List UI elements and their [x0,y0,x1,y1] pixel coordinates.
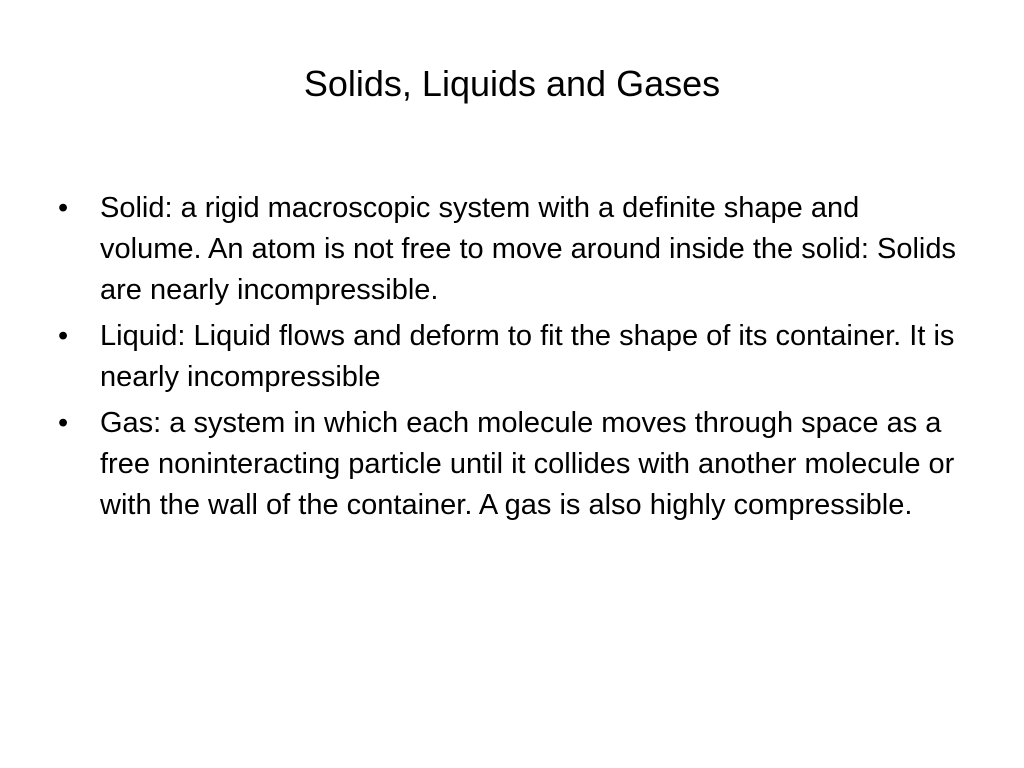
bullet-dot-icon: • [58,407,69,439]
bullet-list [58,188,968,531]
bullet-text-solid: Solid: a rigid macroscopic system with a definite shape and volume. An atom is not free to move around inside the solid: Solids are nearly incompressible. [100,192,956,306]
bullet-dot-icon: • [58,320,69,352]
slide-title: Solids, Liquids and Gases [303,63,721,104]
bullet-item-solid [58,188,968,311]
bullet-dot-icon: • [58,192,69,224]
bullet-text-gas: Gas: a system in which each molecule moves through space as a free noninteracting particle until it collides with another molecule or with the wall of the container. A gas is also highly compressible. [100,407,955,521]
bullet-text-liquid: Liquid: Liquid flows and deform to fit the shape of its container. It is nearly incompressible [100,320,955,393]
bullet-item-liquid [58,316,968,398]
bullet-item-gas [58,403,968,526]
